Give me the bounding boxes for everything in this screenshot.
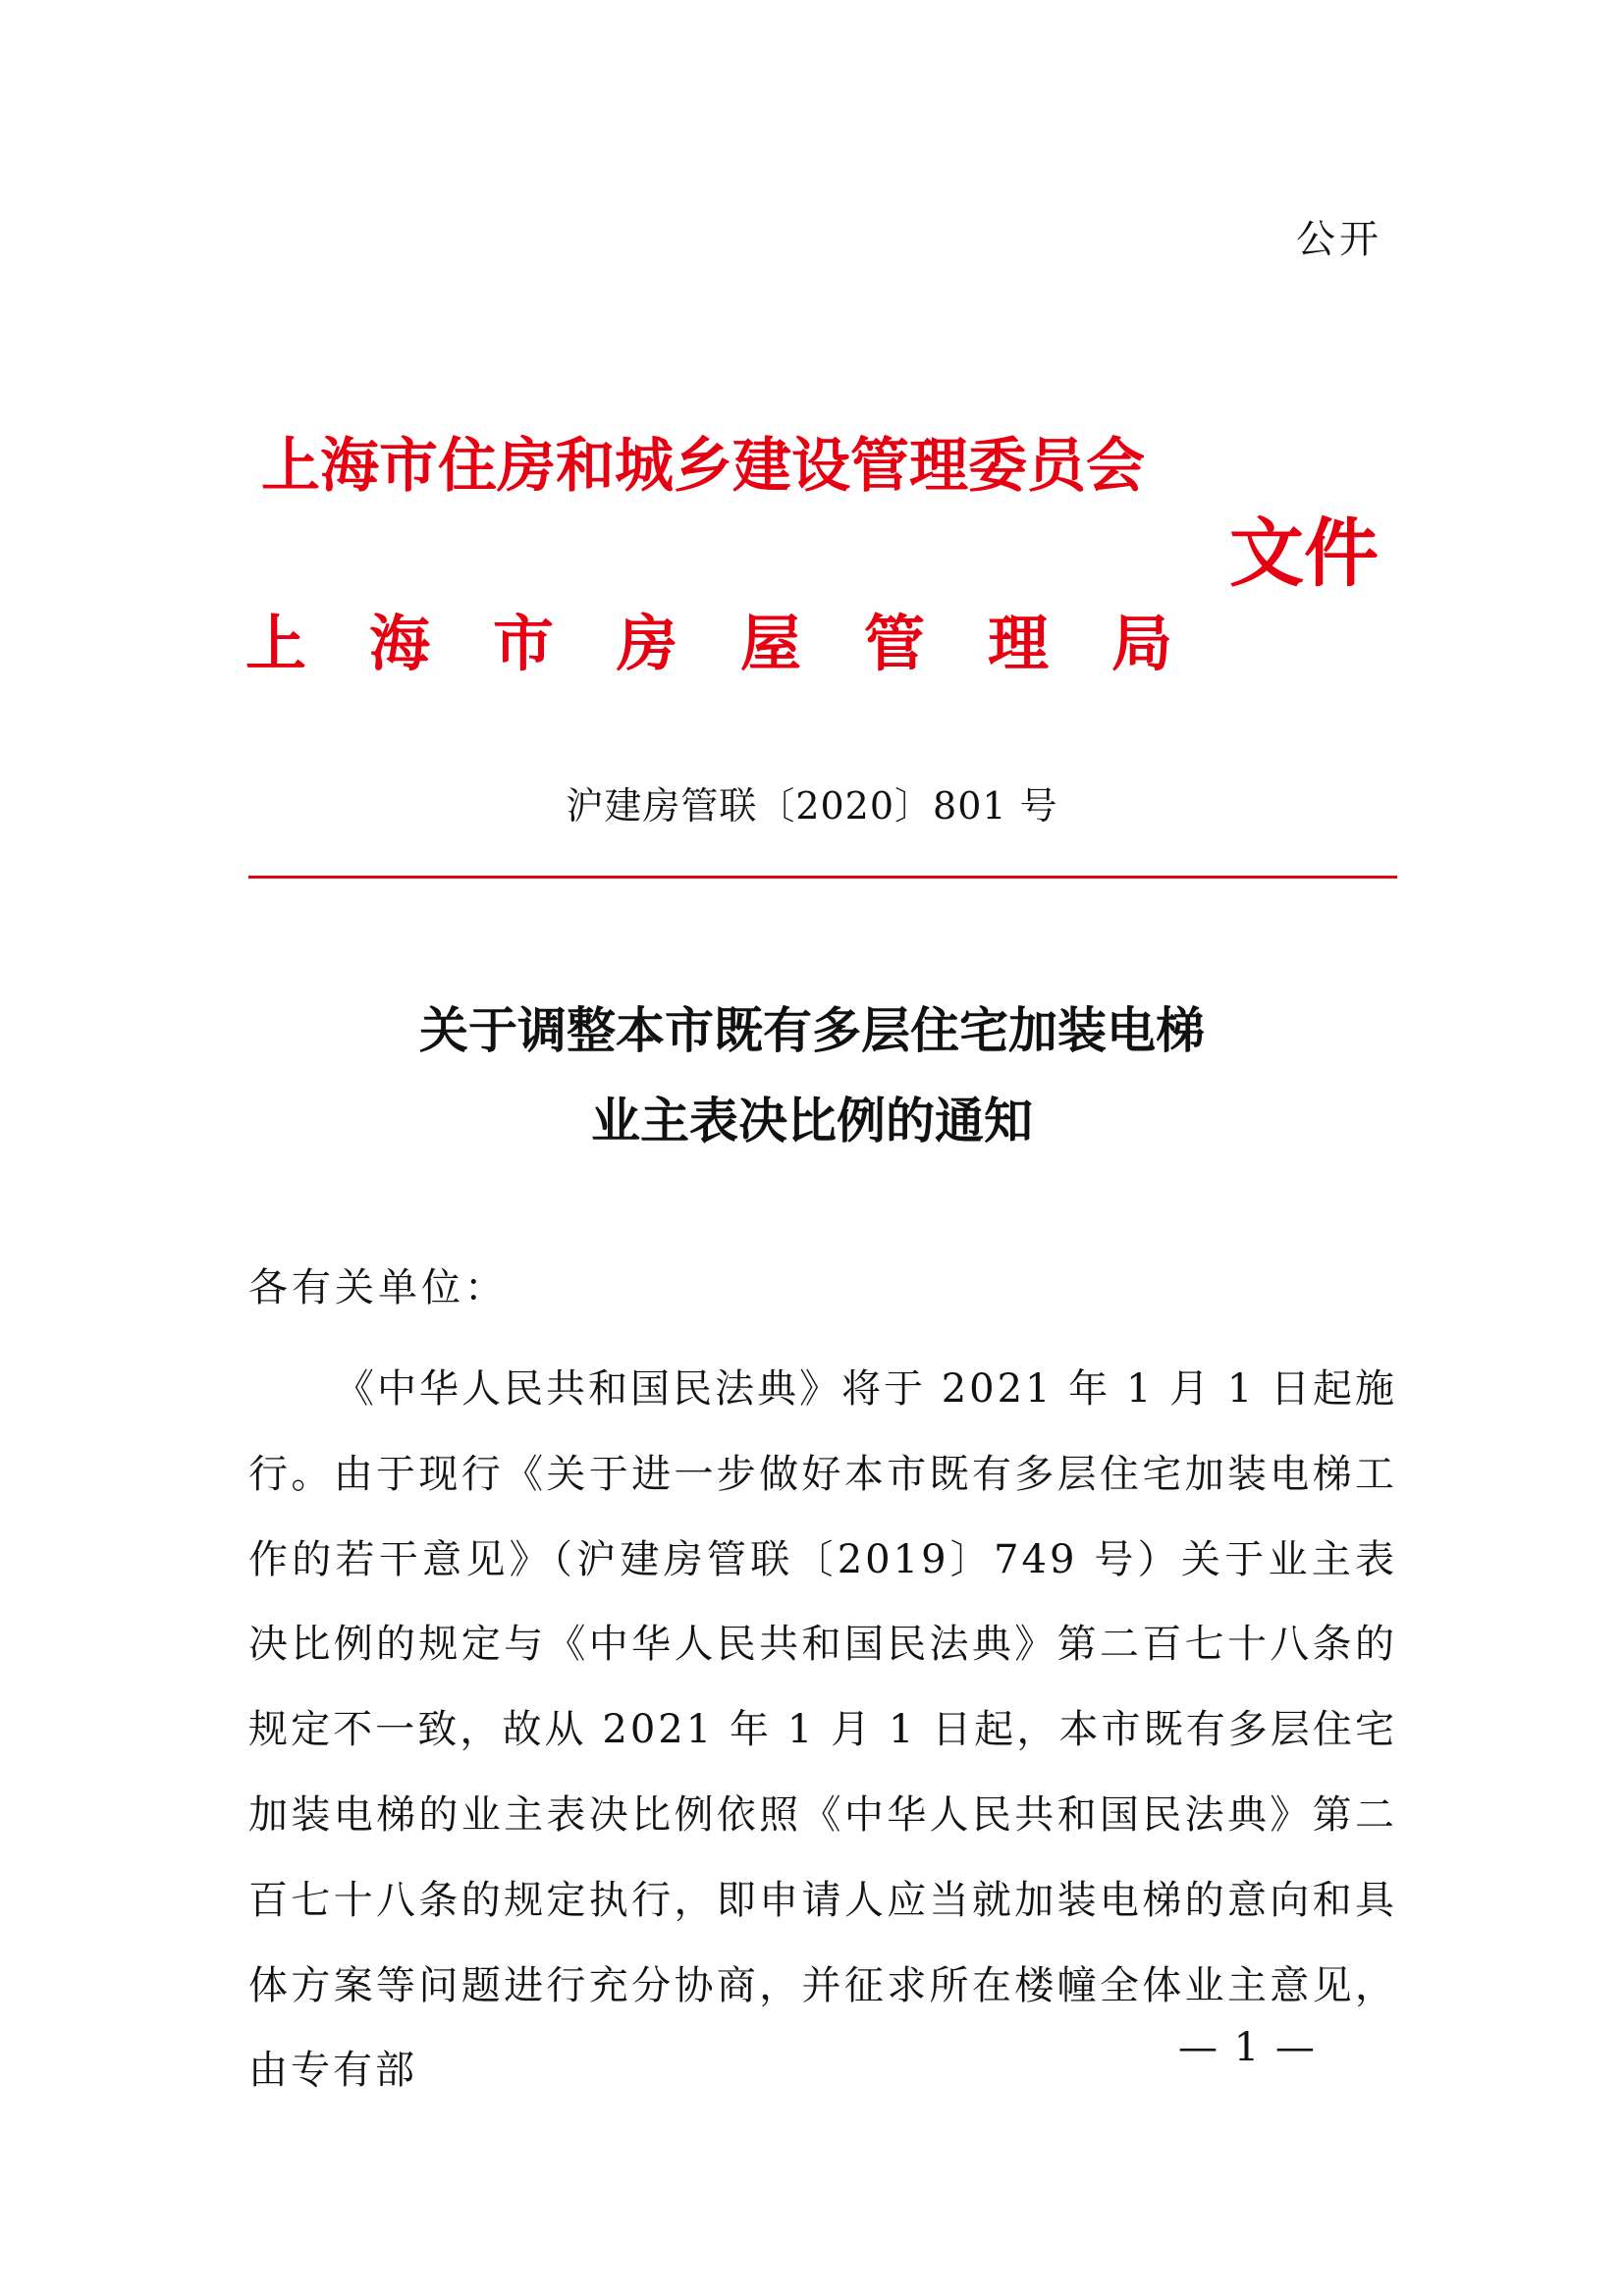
body-paragraph: 《中华人民共和国民法典》将于 2021 年 1 月 1 日起施行。由于现行《关于进一步做好本市既有多层住宅加装电梯工作的若干意见》（沪建房管联〔2019〕749 号）关于业主表决比例的规定与《中华人民共和国民法典》第二百七十八条的规定不一致，故从 2021 年 1 月 1 日起，本市既有多层住宅加装电梯的业主表决比例依照《中华人民共和国民法典》第二百七十八条的规定执行，即申请人应当就加装电梯的意向和具体方案等问题进行充分协商，并征求所在楼幢全体业主意见，由专有部 [248,1366,1397,2094]
notice-title-line-2: 业主表决比例的通知 [591,1093,1033,1149]
document-word: 文件 [1229,509,1379,597]
issuer-housing-bureau: 上海市房屋管理局 [245,608,1236,679]
red-divider [248,876,1397,879]
salutation: 各有关单位： [248,1265,508,1310]
document-number: 沪建房管联〔2020〕801 号 [566,784,1058,828]
page-number: — 1 — [1178,2025,1317,2070]
issuer-housing-committee: 上海市住房和城乡建设管理委员会 [261,432,1145,501]
public-mark: 公开 [1296,217,1382,262]
notice-title-line-1: 关于调整本市既有多层住宅加装电梯 [419,1002,1205,1059]
